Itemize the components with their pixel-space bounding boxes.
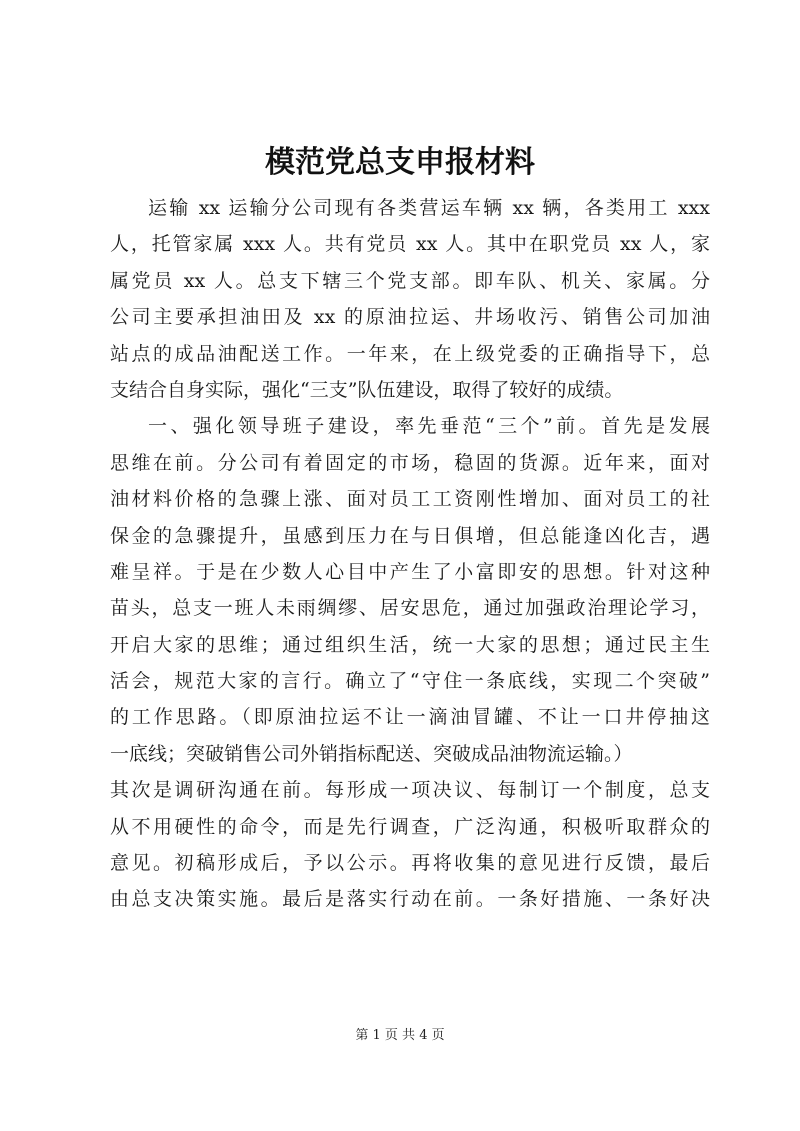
paragraph-line: 从不用硬性的命令，而是先行调查，广泛沟通，积极听取群众的	[110, 815, 710, 838]
paragraph-line: 站点的成品油配送工作。一年来，在上级党委的正确指导下，总	[110, 342, 710, 365]
paragraph-line: 意见。初稿形成后，予以公示。再将收集的意见进行反馈，最后	[110, 852, 710, 875]
page-number-footer: 第 1 页 共 4 页	[355, 1028, 445, 1043]
paragraph-line: 开启大家的思维；通过组织生活，统一大家的思想；通过民主生	[110, 633, 710, 656]
paragraph-line: 思维在前。分公司有着固定的市场，稳固的货源。近年来，面对	[110, 451, 710, 474]
document-title: 模范党总支申报材料	[265, 145, 535, 180]
paragraph-line: 活会，规范大家的言行。确立了“守住一条底线，实现二个突破”	[110, 670, 710, 693]
paragraph-line: 其次是调研沟通在前。每形成一项决议、每制订一个制度，总支	[110, 779, 710, 802]
paragraph-line: 支结合自身实际，强化“三支”队伍建设，取得了较好的成绩。	[110, 378, 624, 401]
paragraph-line: 公司主要承担油田及 xx 的原油拉运、井场收污、销售公司加油	[110, 306, 710, 329]
paragraph-line: 油材料价格的急骤上涨、面对员工工资刚性增加、面对员工的社	[110, 488, 710, 511]
paragraph-line: 由总支决策实施。最后是落实行动在前。一条好措施、一条好决	[110, 888, 710, 911]
paragraph-line: 人，托管家属 xxx 人。共有党员 xx 人。其中在职党员 xx 人，家	[110, 233, 710, 256]
paragraph-line: 难呈祥。于是在少数人心目中产生了小富即安的思想。针对这种	[110, 560, 710, 583]
paragraph-line: 属党员 xx 人。总支下辖三个党支部。即车队、机关、家属。分	[110, 269, 710, 292]
document-body	[110, 190, 710, 918]
paragraph-line: 保金的急骤提升，虽感到压力在与日俱增，但总能逢凶化吉，遇	[110, 524, 710, 547]
paragraph-line: 一底线；突破销售公司外销指标配送、突破成品油物流运输。）	[110, 742, 633, 765]
paragraph-line: 的工作思路。（即原油拉运不让一滴油冒罐、不让一口井停抽这	[110, 706, 710, 729]
paragraph-line: 一、强化领导班子建设，率先垂范“三个”前。首先是发展	[148, 415, 710, 438]
paragraph-line: 运输 xx 运输分公司现有各类营运车辆 xx 辆，各类用工 xxx	[148, 197, 710, 219]
paragraph-line: 苗头，总支一班人未雨绸缪、居安思危，通过加强政治理论学习，	[110, 597, 710, 620]
